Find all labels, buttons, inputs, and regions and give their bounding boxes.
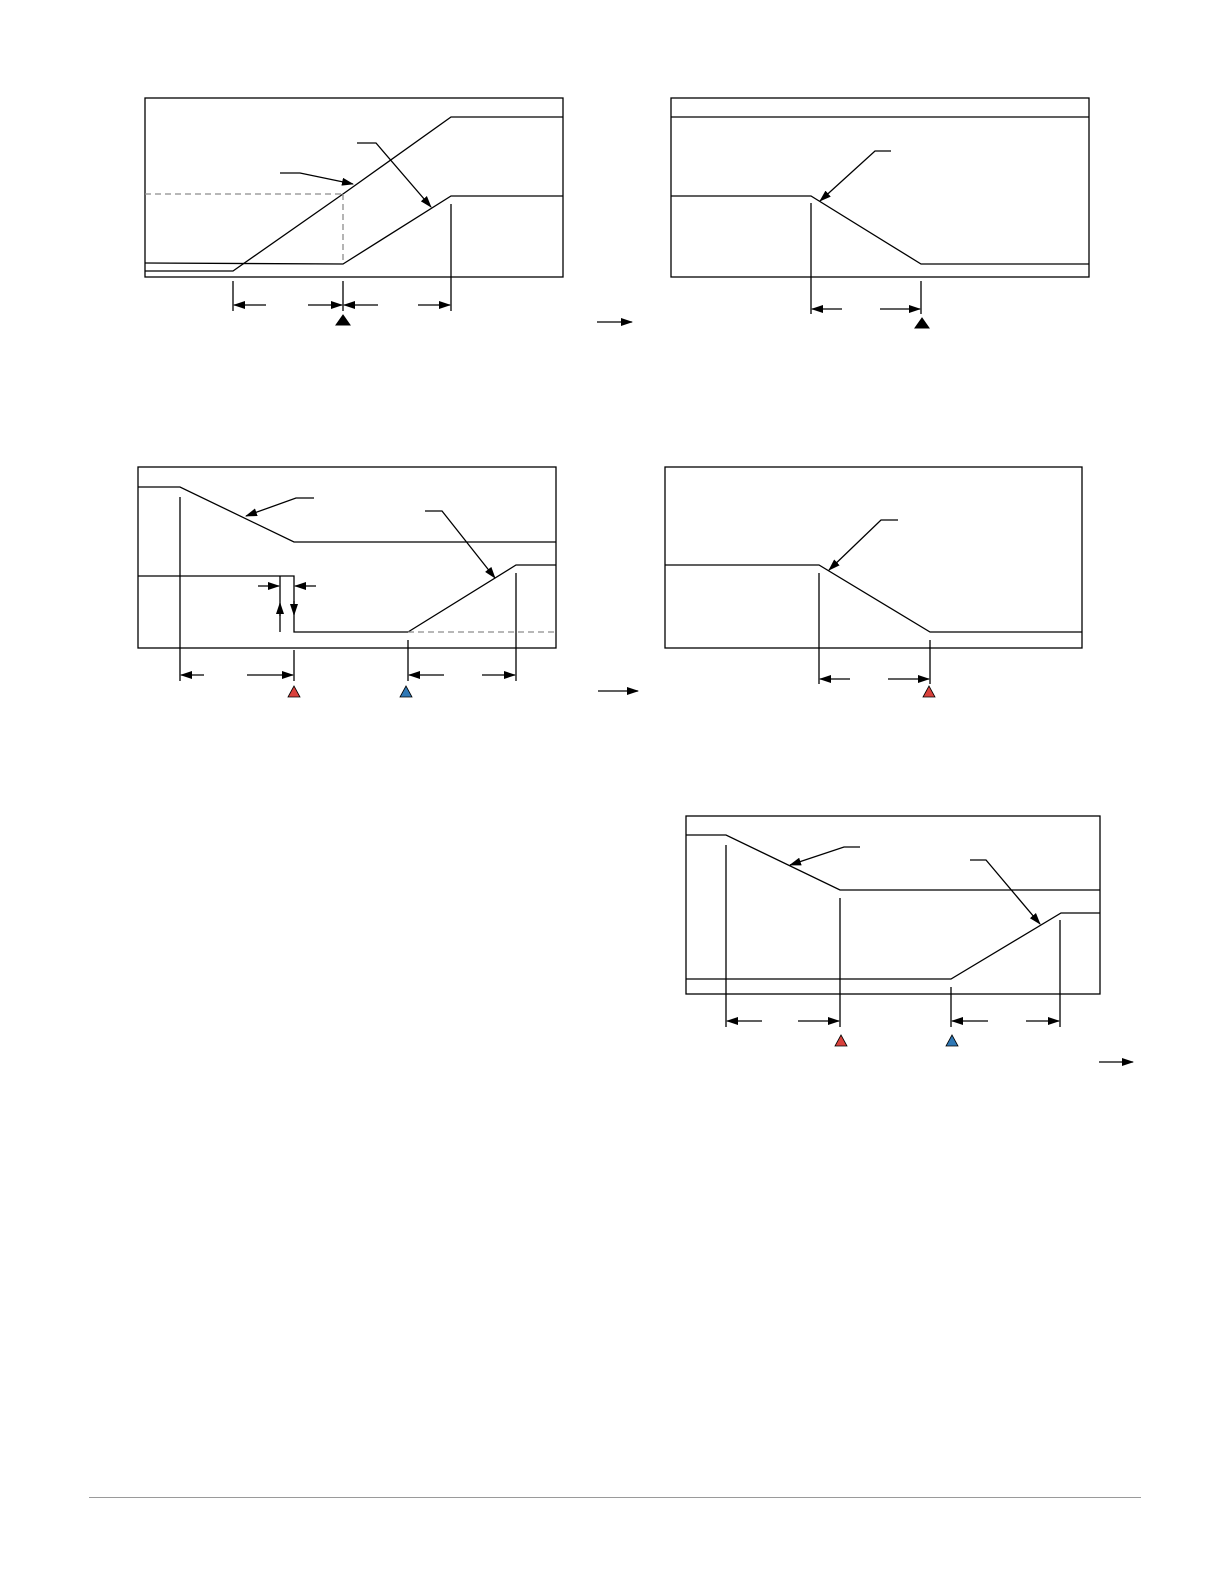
diagram-5 — [686, 816, 1133, 1062]
diagram-1-callout-arrow-a — [280, 173, 353, 184]
diagram-4-marker-red — [923, 686, 935, 697]
diagram-1-frame — [145, 98, 563, 277]
diagram-3-callout-arrow-b — [425, 511, 495, 578]
diagram-2-callout-arrow — [820, 151, 891, 201]
diagram-2-falling-signal — [671, 196, 1089, 264]
diagram-1-delayed-ramp — [145, 196, 563, 264]
diagram-3 — [138, 467, 638, 697]
diagram-4-falling-signal — [665, 565, 1082, 632]
diagram-5-marker-red — [835, 1035, 847, 1046]
diagram-5-marker-blue — [946, 1035, 958, 1046]
diagram-3-marker-red — [288, 686, 300, 697]
diagram-3-frame — [138, 467, 556, 648]
footer-rule — [89, 1497, 1141, 1498]
diagram-1 — [145, 98, 632, 325]
diagram-2 — [671, 98, 1089, 328]
diagram-5-callout-arrow-b — [970, 860, 1040, 924]
diagram-1-callout-arrow-b — [357, 143, 431, 207]
diagram-2-frame — [671, 98, 1089, 277]
diagram-2-marker-black — [915, 318, 929, 328]
diagram-4-frame — [665, 467, 1082, 648]
diagram-1-marker-black — [336, 315, 350, 325]
diagram-3-callout-arrow-a — [246, 498, 314, 516]
diagram-3-falling-signal — [138, 487, 556, 542]
diagram-5-callout-arrow-a — [790, 847, 860, 865]
diagram-5-rising-signal — [686, 913, 1100, 979]
diagram-4 — [665, 467, 1082, 697]
diagram-4-callout-arrow — [829, 520, 898, 570]
diagram-5-falling-signal — [686, 835, 1100, 890]
diagram-3-marker-blue — [400, 686, 412, 697]
diagram-5-frame — [686, 816, 1100, 994]
